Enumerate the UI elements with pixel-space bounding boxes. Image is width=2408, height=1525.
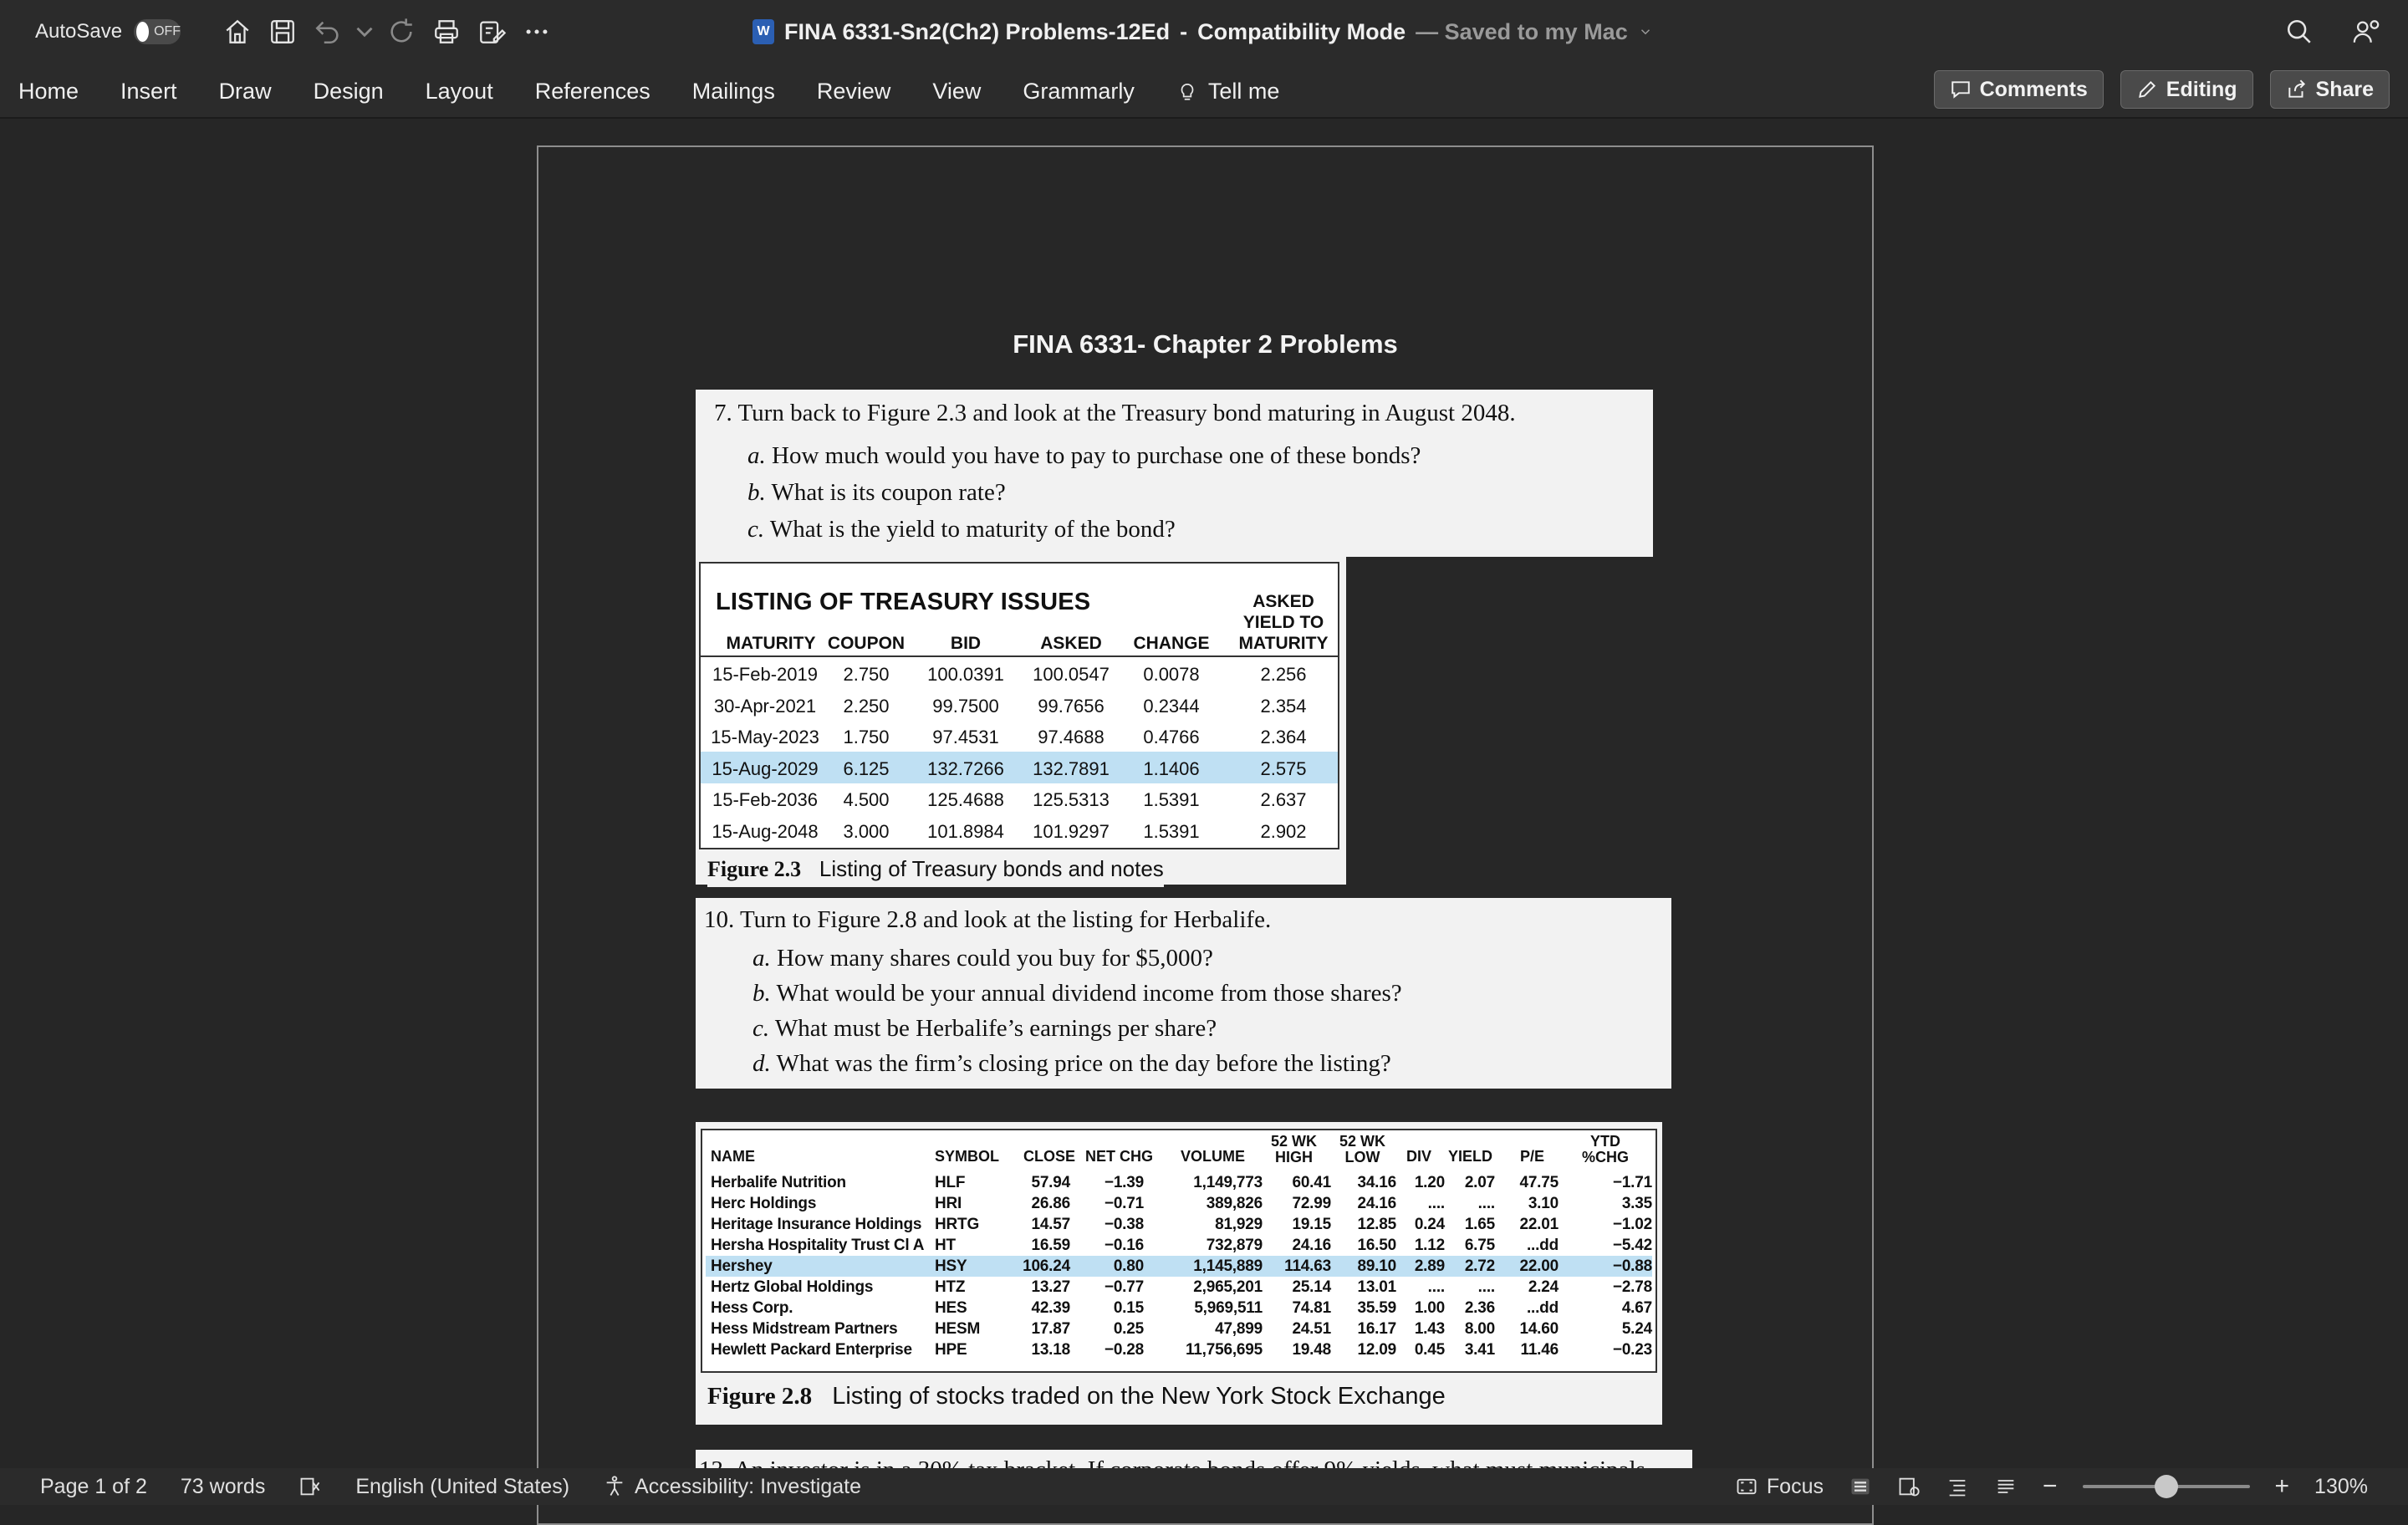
stock-cell: 732,879 xyxy=(1206,1237,1263,1254)
stock-cell: 3.35 xyxy=(1621,1195,1652,1212)
tab-design[interactable]: Design xyxy=(313,78,384,104)
stock-cell: 3.41 xyxy=(1464,1341,1495,1359)
title-bar xyxy=(0,0,2408,64)
title-separator: - xyxy=(1180,18,1188,44)
stock-cell: Hertz Global Holdings xyxy=(711,1278,874,1296)
treasury-cell: 0.0078 xyxy=(1143,664,1200,685)
header-52wk-low xyxy=(1339,1134,1385,1165)
treasury-row xyxy=(701,752,1338,783)
stock-cell: Hershey xyxy=(711,1257,773,1275)
comments-button[interactable] xyxy=(1934,70,2104,109)
letter-b: b. xyxy=(752,980,771,1007)
stock-cell: HRTG xyxy=(935,1216,980,1233)
share-icon xyxy=(2286,79,2308,100)
stock-cell: .... xyxy=(1477,1195,1495,1212)
stock-cell: 1,149,773 xyxy=(1193,1174,1263,1191)
stock-cell: 12.85 xyxy=(1357,1216,1396,1233)
treasury-cell: 125.4688 xyxy=(927,789,1004,810)
treasury-cell: 2.750 xyxy=(843,664,890,685)
focus-icon xyxy=(1735,1475,1758,1498)
header-close: CLOSE xyxy=(1023,1148,1076,1165)
stock-cell: 1.20 xyxy=(1414,1174,1445,1191)
stock-cell: 74.81 xyxy=(1292,1299,1331,1317)
ribbon-tabs xyxy=(18,64,1321,119)
web-layout-view-icon[interactable] xyxy=(1897,1475,1921,1498)
question-10-box xyxy=(696,898,1671,1089)
comments-label: Comments xyxy=(1979,77,2088,101)
tab-view[interactable]: View xyxy=(932,78,982,104)
stock-row xyxy=(706,1256,1652,1277)
header-bid: BID xyxy=(950,634,982,653)
treasury-cell: 2.354 xyxy=(1260,695,1307,717)
stock-cell: Hewlett Packard Enterprise xyxy=(711,1341,912,1359)
stock-cell: 2.24 xyxy=(1528,1278,1559,1296)
zoom-level[interactable]: 130% xyxy=(2314,1474,2368,1498)
header-ytm-line1: ASKED xyxy=(1252,592,1314,611)
account-icon[interactable] xyxy=(2349,15,2383,48)
stock-row xyxy=(706,1214,1652,1235)
autosave-toggle[interactable] xyxy=(134,19,181,44)
autosave-state: OFF xyxy=(154,24,181,38)
chevron-down-icon[interactable] xyxy=(1638,24,1653,39)
stock-cell: 14.57 xyxy=(1031,1216,1070,1233)
stock-cell: −2.78 xyxy=(1612,1278,1652,1296)
stock-cell: 16.59 xyxy=(1031,1237,1070,1254)
treasury-cell: 99.7656 xyxy=(1038,695,1105,717)
stock-cell: HESM xyxy=(935,1320,981,1338)
stock-cell: 2.07 xyxy=(1464,1174,1495,1191)
treasury-cell: 125.5313 xyxy=(1033,789,1110,810)
stock-cell: Heritage Insurance Holdings xyxy=(711,1216,922,1233)
treasury-cell: 2.902 xyxy=(1260,820,1307,842)
stock-cell: −1.39 xyxy=(1104,1174,1144,1191)
header-maturity: MATURITY xyxy=(726,634,816,653)
treasury-cell: 1.1406 xyxy=(1143,757,1200,779)
header-name: NAME xyxy=(711,1148,755,1165)
zoom-in-button[interactable]: + xyxy=(2274,1472,2290,1500)
document-canvas[interactable] xyxy=(0,120,2408,1468)
stock-cell: 60.41 xyxy=(1292,1174,1331,1191)
question-7-box xyxy=(696,390,1653,557)
header-52wk-high xyxy=(1271,1134,1317,1165)
header-ytd-line2: %CHG xyxy=(1582,1149,1630,1165)
stock-cell: 1.12 xyxy=(1414,1237,1445,1254)
stock-cell: −0.38 xyxy=(1104,1216,1144,1233)
stock-cell: 5.24 xyxy=(1621,1320,1652,1338)
tab-insert[interactable]: Insert xyxy=(120,78,177,104)
letter-a: a. xyxy=(752,945,771,972)
stock-cell: 22.01 xyxy=(1519,1216,1559,1233)
tab-grammarly[interactable]: Grammarly xyxy=(1023,78,1135,104)
treasury-cell: 6.125 xyxy=(843,757,890,779)
stock-cell: ...dd xyxy=(1526,1299,1559,1317)
stock-cell: 0.15 xyxy=(1113,1299,1144,1317)
header-net-chg: NET CHG xyxy=(1085,1148,1153,1165)
stock-cell: HTZ xyxy=(935,1278,966,1296)
stock-cell: 2,965,201 xyxy=(1193,1278,1263,1296)
figure-2-3[interactable] xyxy=(696,557,1346,885)
header-ytm-line2: YIELD TO xyxy=(1242,613,1324,632)
document-name: FINA 6331-Sn2(Ch2) Problems-12Ed xyxy=(784,18,1171,44)
stock-row xyxy=(706,1318,1652,1339)
word-document-icon: W xyxy=(752,19,774,44)
stock-cell: 13.01 xyxy=(1357,1278,1396,1296)
treasury-row xyxy=(701,720,1338,752)
stock-cell: −5.42 xyxy=(1612,1237,1652,1254)
stock-cell: 47.75 xyxy=(1519,1174,1559,1191)
treasury-cell: 15-Feb-2019 xyxy=(712,664,818,685)
question-7c xyxy=(747,516,1176,543)
treasury-table xyxy=(699,562,1339,849)
stock-row xyxy=(706,1235,1652,1256)
stock-cell: HPE xyxy=(935,1341,967,1359)
stock-cell: .... xyxy=(1477,1278,1495,1296)
stock-cell: 47,899 xyxy=(1215,1320,1263,1338)
question-7-stem: 7. Turn back to Figure 2.3 and look at the Treasury bond maturing in August 2048. xyxy=(714,400,1516,426)
stock-cell: 11,756,695 xyxy=(1185,1341,1263,1359)
figure-2-8-caption xyxy=(707,1378,1446,1415)
stock-cell: −0.77 xyxy=(1104,1278,1144,1296)
treasury-cell: 4.500 xyxy=(843,789,890,810)
question-10-stem: 10. Turn to Figure 2.8 and look at the listing for Herbalife. xyxy=(704,906,1272,933)
stock-cell: 8.00 xyxy=(1464,1320,1495,1338)
zoom-out-button[interactable]: − xyxy=(2042,1472,2058,1500)
question-10d xyxy=(752,1050,1391,1078)
stock-cell: .... xyxy=(1427,1278,1445,1296)
stock-row xyxy=(706,1172,1652,1193)
undo-dropdown-icon[interactable] xyxy=(356,15,373,48)
compatibility-mode: Compatibility Mode xyxy=(1197,18,1406,44)
header-volume: VOLUME xyxy=(1181,1148,1246,1165)
stock-cell: 35.59 xyxy=(1357,1299,1396,1317)
header-high-line1: 52 WK xyxy=(1271,1133,1318,1150)
treasury-cell: 132.7891 xyxy=(1033,757,1110,779)
more-options-icon[interactable] xyxy=(520,15,554,48)
header-asked: ASKED xyxy=(1040,634,1102,653)
stock-cell: 24.16 xyxy=(1292,1237,1331,1254)
header-coupon: COUPON xyxy=(827,634,906,653)
word-count[interactable]: 73 words xyxy=(180,1474,266,1498)
header-div: DIV xyxy=(1406,1148,1432,1165)
stock-cell: 6.75 xyxy=(1464,1237,1495,1254)
question-10b xyxy=(752,980,1402,1007)
stock-cell: 5,969,511 xyxy=(1194,1299,1263,1317)
stock-cell: −0.28 xyxy=(1104,1341,1144,1359)
treasury-cell: 1.750 xyxy=(843,727,890,747)
stock-cell: 3.10 xyxy=(1528,1195,1559,1212)
stock-cell: −1.02 xyxy=(1612,1216,1652,1233)
treasury-table-title: LISTING OF TREASURY ISSUES xyxy=(716,589,1091,615)
tab-references[interactable]: References xyxy=(534,78,650,104)
proofing-icon[interactable] xyxy=(298,1475,322,1498)
stock-cell: Herbalife Nutrition xyxy=(711,1174,846,1191)
treasury-cell: 2.364 xyxy=(1260,727,1307,747)
accessibility-checker[interactable] xyxy=(603,1475,861,1499)
letter-b: b. xyxy=(747,479,766,506)
header-ytd-line1: YTD xyxy=(1590,1133,1620,1150)
draft-view-icon[interactable] xyxy=(1994,1475,2018,1498)
tab-layout[interactable]: Layout xyxy=(425,78,493,104)
edit-document-icon[interactable] xyxy=(475,15,508,48)
print-layout-view-icon[interactable] xyxy=(1849,1475,1872,1498)
stock-cell: 0.25 xyxy=(1113,1320,1144,1338)
status-bar xyxy=(0,1468,2408,1505)
stock-row xyxy=(706,1193,1652,1214)
treasury-cell: 132.7266 xyxy=(927,757,1004,779)
stock-cell: −1.71 xyxy=(1612,1174,1652,1191)
stock-cell: Hess Corp. xyxy=(711,1299,793,1317)
autosave-label: AutoSave xyxy=(35,20,123,43)
treasury-row xyxy=(701,689,1338,721)
treasury-cell: 3.000 xyxy=(843,820,890,842)
figure-2-8[interactable] xyxy=(696,1122,1662,1425)
save-icon[interactable] xyxy=(266,15,299,48)
stock-cell: HT xyxy=(935,1237,956,1254)
caption-text: Listing of Treasury bonds and notes xyxy=(819,856,1164,881)
treasury-cell: 15-Feb-2036 xyxy=(712,789,818,810)
stock-cell: 16.17 xyxy=(1357,1320,1396,1338)
header-low-line2: LOW xyxy=(1344,1149,1380,1165)
stock-cell: 1.65 xyxy=(1464,1216,1495,1233)
stock-cell: 114.63 xyxy=(1284,1257,1331,1275)
stock-cell: HRI xyxy=(935,1195,962,1212)
treasury-row xyxy=(701,783,1338,814)
header-ytm-line3: MATURITY xyxy=(1238,634,1329,653)
stock-cell: 1.43 xyxy=(1414,1320,1445,1338)
print-icon[interactable] xyxy=(430,15,463,48)
header-change: CHANGE xyxy=(1133,634,1210,653)
q10a-text: How many shares could you buy for $5,000? xyxy=(777,945,1213,972)
stock-row xyxy=(706,1339,1652,1360)
header-asked-ytm xyxy=(1232,591,1334,654)
stock-cell: −0.88 xyxy=(1612,1257,1652,1275)
stock-cell: HLF xyxy=(935,1174,966,1191)
header-symbol: SYMBOL xyxy=(935,1148,1000,1165)
stock-cell: Hersha Hospitality Trust Cl A xyxy=(711,1237,925,1254)
editing-label: Editing xyxy=(2166,77,2237,101)
stock-cell: 13.18 xyxy=(1031,1341,1070,1359)
stock-cell: 2.72 xyxy=(1464,1257,1495,1275)
tab-draw[interactable]: Draw xyxy=(218,78,272,104)
redo-icon[interactable] xyxy=(385,15,418,48)
treasury-cell: 30-Apr-2021 xyxy=(713,695,817,717)
page-count[interactable]: Page 1 of 2 xyxy=(40,1474,147,1498)
stock-cell: 89.10 xyxy=(1357,1257,1396,1275)
treasury-cell: 100.0547 xyxy=(1033,664,1110,685)
stock-cell: 81,929 xyxy=(1215,1216,1263,1233)
stock-cell: 19.15 xyxy=(1292,1216,1331,1233)
stock-cell: 0.24 xyxy=(1414,1216,1445,1233)
treasury-cell: 99.7500 xyxy=(932,695,999,717)
stock-cell: 14.60 xyxy=(1519,1320,1559,1338)
ribbon xyxy=(0,64,2408,119)
header-pe: P/E xyxy=(1520,1148,1545,1165)
accessibility-label: Accessibility: Investigate xyxy=(635,1474,861,1498)
treasury-cell: 2.637 xyxy=(1260,789,1307,810)
undo-icon[interactable] xyxy=(311,15,344,48)
stock-cell: Hess Midstream Partners xyxy=(711,1320,898,1338)
tell-me-label: Tell me xyxy=(1207,78,1280,104)
letter-c: c. xyxy=(752,1015,770,1042)
zoom-slider-thumb[interactable] xyxy=(2155,1475,2178,1498)
comment-icon xyxy=(1950,79,1972,100)
treasury-cell: 0.2344 xyxy=(1143,695,1200,717)
stock-cell: 11.46 xyxy=(1520,1341,1559,1359)
stock-cell: −0.71 xyxy=(1104,1195,1144,1212)
caption-label: Figure 2.3 xyxy=(707,857,802,881)
language[interactable]: English (United States) xyxy=(355,1474,570,1498)
stock-cell: −0.16 xyxy=(1104,1237,1144,1254)
q10b-text: What would be your annual dividend income from those shares? xyxy=(776,980,1402,1007)
stock-cell: 42.39 xyxy=(1031,1299,1070,1317)
stock-cell: HES xyxy=(935,1299,967,1317)
document-title[interactable] xyxy=(752,0,1653,64)
treasury-cell: 2.256 xyxy=(1260,664,1307,685)
stock-cell: 13.27 xyxy=(1031,1278,1070,1296)
stock-cell: 17.87 xyxy=(1031,1320,1070,1338)
letter-d: d. xyxy=(752,1050,771,1077)
stock-cell: 16.50 xyxy=(1357,1237,1396,1254)
question-10c xyxy=(752,1015,1217,1043)
accessibility-icon xyxy=(603,1475,626,1498)
stock-row xyxy=(706,1298,1652,1318)
tab-review[interactable]: Review xyxy=(816,78,891,104)
header-high-line2: HIGH xyxy=(1275,1149,1313,1165)
share-button[interactable] xyxy=(2270,70,2390,109)
search-icon[interactable] xyxy=(2283,15,2316,48)
stock-cell: 24.16 xyxy=(1357,1195,1396,1212)
zoom-slider[interactable] xyxy=(2083,1485,2250,1488)
question-7a xyxy=(747,442,1421,470)
header-ytd-chg xyxy=(1582,1134,1629,1165)
lightbulb-icon xyxy=(1176,79,1198,104)
stock-cell: 34.16 xyxy=(1357,1174,1396,1191)
stock-cell: 12.09 xyxy=(1357,1341,1396,1359)
stock-cell: 1,145,889 xyxy=(1193,1257,1263,1275)
stock-cell: HSY xyxy=(935,1257,967,1275)
treasury-cell: 0.4766 xyxy=(1143,727,1200,747)
q7c-text: What is the yield to maturity of the bond? xyxy=(769,516,1176,543)
stock-cell: 24.51 xyxy=(1292,1320,1331,1338)
treasury-cell: 1.5391 xyxy=(1143,820,1200,842)
treasury-cell: 2.250 xyxy=(843,695,890,717)
treasury-cell: 1.5391 xyxy=(1143,789,1200,810)
page-heading: FINA 6331- Chapter 2 Problems xyxy=(1013,329,1398,359)
treasury-cell: 15-Aug-2029 xyxy=(712,757,819,779)
home-icon[interactable] xyxy=(221,15,254,48)
figure-2-3-caption xyxy=(707,851,1164,887)
treasury-cell: 15-Aug-2048 xyxy=(712,820,819,842)
treasury-cell: 15-May-2023 xyxy=(711,727,819,747)
header-yield: YIELD xyxy=(1448,1148,1493,1165)
stock-cell: 26.86 xyxy=(1031,1195,1070,1212)
tab-mailings[interactable]: Mailings xyxy=(691,78,775,104)
stock-cell: −0.23 xyxy=(1612,1341,1652,1359)
stock-cell: 0.80 xyxy=(1113,1257,1144,1275)
stock-cell: 72.99 xyxy=(1292,1195,1331,1212)
letter-c: c. xyxy=(747,516,765,543)
share-label: Share xyxy=(2315,77,2374,101)
stock-cell: 1.00 xyxy=(1414,1299,1445,1317)
stock-table xyxy=(701,1129,1657,1373)
tell-me-search[interactable] xyxy=(1176,79,1280,105)
editing-button[interactable] xyxy=(2120,70,2253,109)
caption-text: Listing of stocks traded on the New York Stock Exchange xyxy=(832,1383,1446,1410)
stock-cell: ...dd xyxy=(1526,1237,1559,1254)
outline-view-icon[interactable] xyxy=(1946,1475,1969,1498)
question-7b xyxy=(747,479,1006,507)
stock-cell: 106.24 xyxy=(1023,1257,1070,1275)
question-10a xyxy=(752,945,1213,972)
treasury-cell: 97.4688 xyxy=(1038,727,1105,747)
q7a-text: How much would you have to pay to purchase one of these bonds? xyxy=(772,442,1421,469)
treasury-cell: 100.0391 xyxy=(927,664,1004,685)
treasury-cell: 101.9297 xyxy=(1033,820,1110,842)
stock-cell: 25.14 xyxy=(1292,1278,1331,1296)
stock-cell: .... xyxy=(1427,1195,1445,1212)
saved-status: — Saved to my Mac xyxy=(1416,18,1628,44)
treasury-cell: 97.4531 xyxy=(932,727,999,747)
q7b-text: What is its coupon rate? xyxy=(771,479,1006,506)
stock-cell: 19.48 xyxy=(1292,1341,1331,1359)
stock-cell: 4.67 xyxy=(1621,1299,1652,1317)
stock-cell: 389,826 xyxy=(1206,1195,1263,1212)
treasury-row xyxy=(701,657,1338,689)
stock-cell: 2.36 xyxy=(1464,1299,1495,1317)
stock-cell: 0.45 xyxy=(1414,1341,1445,1359)
stock-cell: 22.00 xyxy=(1519,1257,1559,1275)
tab-home[interactable]: Home xyxy=(18,78,79,104)
focus-label: Focus xyxy=(1766,1474,1824,1498)
treasury-cell: 2.575 xyxy=(1260,757,1307,779)
stock-cell: 57.94 xyxy=(1031,1174,1070,1191)
toggle-knob xyxy=(136,22,149,42)
stock-cell: Herc Holdings xyxy=(711,1195,817,1212)
treasury-row xyxy=(701,814,1338,846)
header-low-line1: 52 WK xyxy=(1339,1133,1386,1150)
caption-label: Figure 2.8 xyxy=(707,1383,813,1410)
document-page[interactable] xyxy=(537,145,1874,1525)
pencil-icon xyxy=(2136,79,2158,100)
q10d-text: What was the firm’s closing price on the day before the listing? xyxy=(776,1050,1391,1077)
letter-a: a. xyxy=(747,442,766,469)
stock-cell: 2.89 xyxy=(1414,1257,1445,1275)
focus-button[interactable] xyxy=(1735,1475,1824,1499)
stock-row xyxy=(706,1277,1652,1298)
q10c-text: What must be Herbalife’s earnings per share? xyxy=(774,1015,1217,1042)
treasury-cell: 101.8984 xyxy=(927,820,1004,842)
